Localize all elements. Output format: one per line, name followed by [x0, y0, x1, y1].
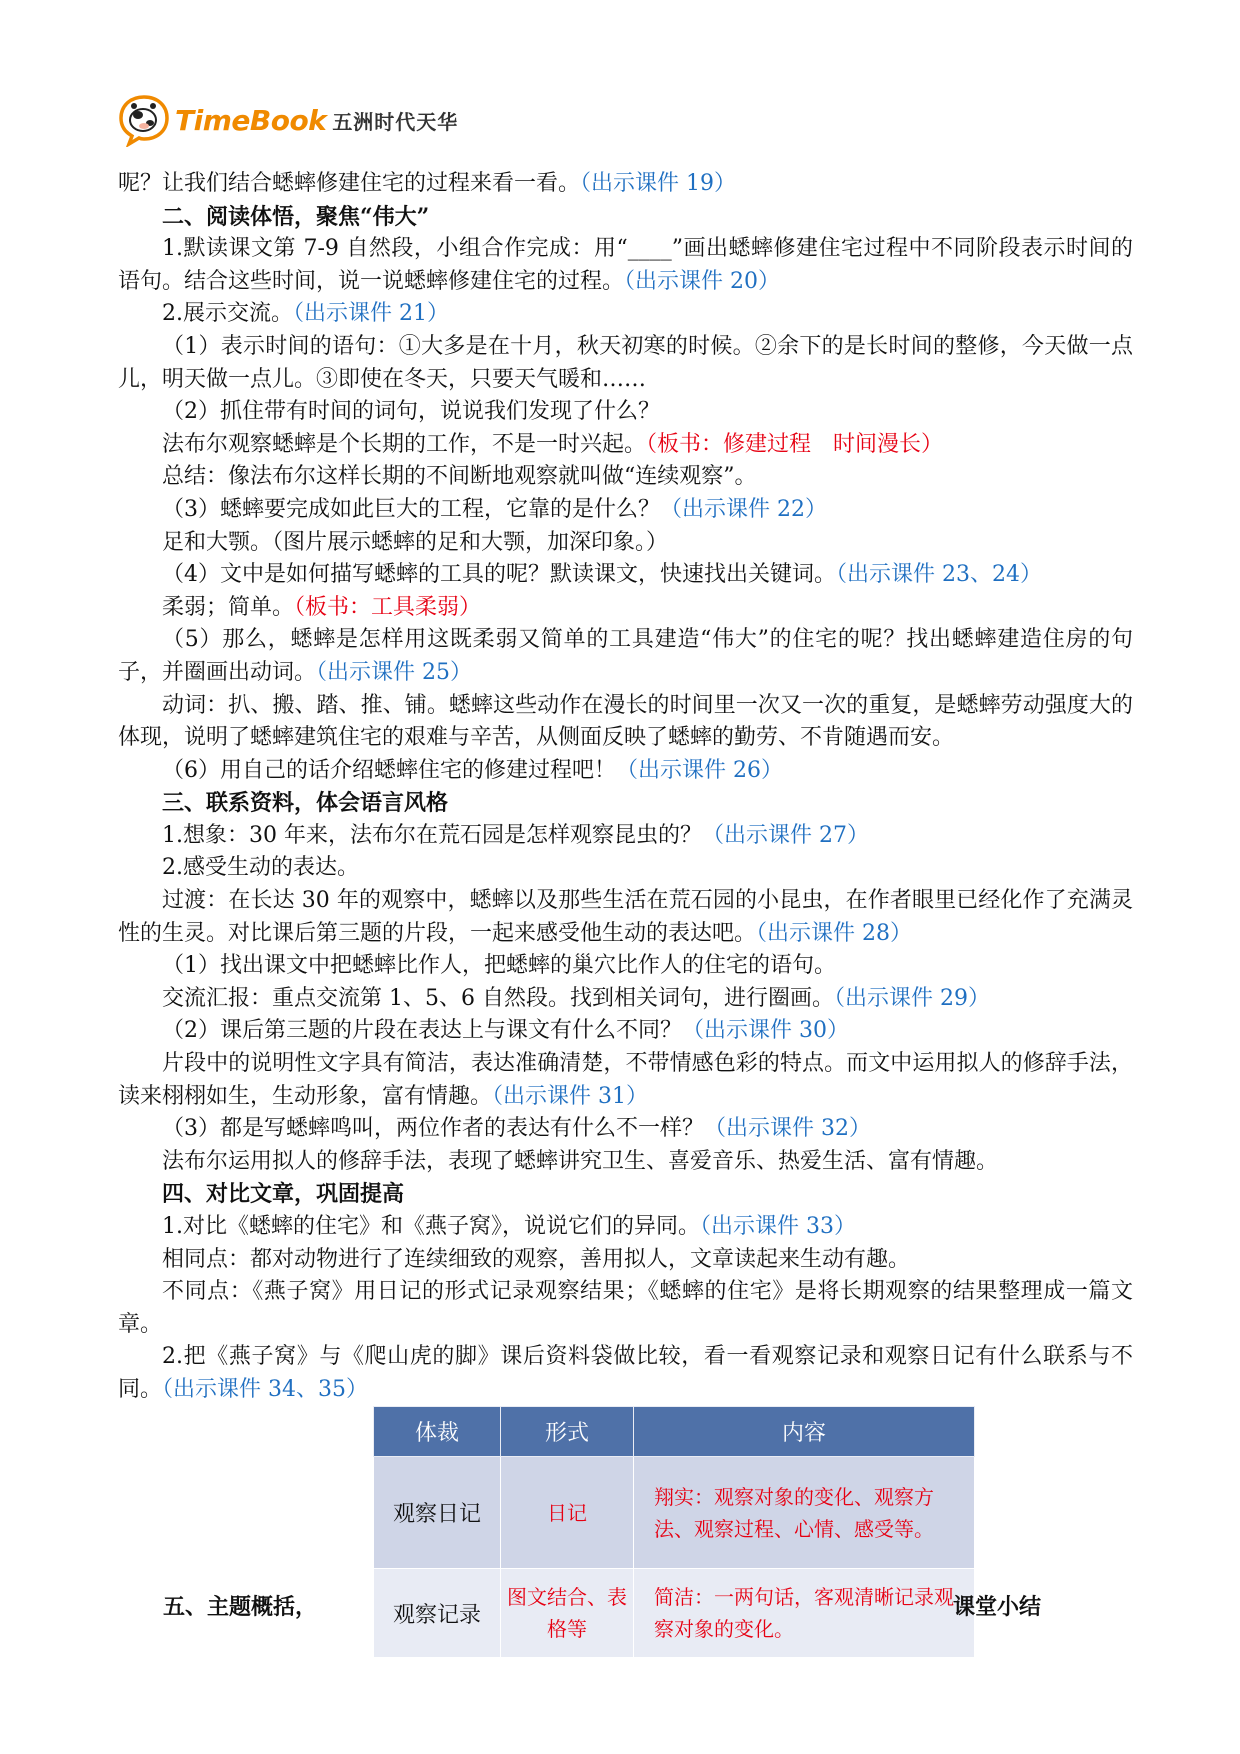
- paragraph: 2.把《燕子窝》与《爬山虎的脚》课后资料袋做比较，看一看观察记录和观察日记有什么联系与不同。（出示课件 34、35）: [118, 1344, 1133, 1402]
- courseware-ref: （出示课件 26）: [616, 757, 783, 783]
- paragraph: 足和大颚。（图片展示蟋蟀的足和大颚，加深印象。）: [162, 529, 669, 555]
- paragraph: 1.想象：30 年来，法布尔在荒石园是怎样观察昆虫的？（出示课件 27）: [162, 822, 869, 848]
- table-cell-genre: 观察记录: [374, 1569, 501, 1658]
- courseware-ref: （出示课件 28）: [756, 920, 913, 946]
- table-header-genre: 体裁: [374, 1407, 501, 1457]
- blackboard-note: （板书：工具柔弱）: [294, 594, 482, 620]
- timebook-logo: [117, 92, 458, 148]
- courseware-ref: （出示课件 21）: [293, 301, 449, 327]
- table-cell-form: 图文结合、表格等: [501, 1569, 634, 1658]
- table-cell-content: 简洁：一两句话，客观清晰记录观察对象的变化。: [634, 1569, 975, 1658]
- paragraph: 相同点：都对动物进行了连续细致的观察，善用拟人，文章读起来生动有趣。: [162, 1246, 911, 1272]
- paragraph: 片段中的说明性文字具有简洁，表达准确清楚，不带情感色彩的特点。而文中运用拟人的修辞手法，读来栩栩如生，生动形象，富有情趣。（出示课件 31）: [118, 1051, 1133, 1109]
- paragraph: 柔弱；简单。（板书：工具柔弱）: [162, 594, 482, 620]
- paragraph: 总结：像法布尔这样长期的不间断地观察就叫做“连续观察”。: [162, 464, 757, 490]
- paragraph: （3）都是写蟋蟀鸣叫，两位作者的表达有什么不一样？（出示课件 32）: [162, 1116, 871, 1142]
- paragraph: 交流汇报：重点交流第 1、5、6 自然段。找到相关词句，进行圈画。（出示课件 29）: [162, 985, 990, 1011]
- courseware-ref: （出示课件 32）: [704, 1116, 871, 1142]
- paragraph: 法布尔运用拟人的修辞手法，表现了蟋蟀讲究卫生、喜爱音乐、热爱生活、富有情趣。: [162, 1148, 999, 1174]
- lesson-plan-body: [118, 168, 1133, 1407]
- paragraph: 2.展示交流。（出示课件 21）: [162, 301, 449, 327]
- paragraph: 过渡：在长达 30 年的观察中，蟋蟀以及那些生活在荒石园的小昆虫，在作者眼里已经化作了充满灵性的生灵。对比课后第三题的片段，一起来感受他生动的表达吧。（出示课件 28）: [118, 888, 1133, 946]
- section-heading-4: 四、对比文章，巩固提高: [162, 1181, 405, 1208]
- table-row: [374, 1569, 975, 1658]
- logo-text-cn: 五洲时代天华: [332, 109, 459, 134]
- courseware-ref: （出示课件 25）: [316, 659, 473, 685]
- courseware-ref: （出示课件 33）: [700, 1214, 856, 1239]
- paragraph: 不同点：《燕子窝》用日记的形式记录观察结果；《蟋蟀的住宅》是将长期观察的结果整理成一篇文章。: [118, 1279, 1133, 1337]
- courseware-ref: （出示课件 34、35）: [162, 1376, 368, 1402]
- paragraph: 1.对比《蟋蟀的住宅》和《燕子窝》，说说它们的异同。（出示课件 33）: [162, 1214, 856, 1239]
- table-cell-content: 翔实：观察对象的变化、观察方法、观察过程、心情、感受等。: [634, 1457, 975, 1569]
- paragraph: （1）找出课文中把蟋蟀比作人，把蟋蟀的巢穴比作人的住宅的语句。: [162, 953, 836, 979]
- paragraph: （3）蟋蟀要完成如此巨大的工程，它靠的是什么？（出示课件 22）: [162, 496, 827, 522]
- section-heading-5-tail: 课堂小结: [953, 1594, 1042, 1620]
- table-header-content: 内容: [634, 1407, 975, 1457]
- courseware-ref: （出示课件 27）: [701, 822, 869, 848]
- paragraph: 1.默读课文第 7-9 自然段，小组合作完成：用“____”画出蟋蟀修建住宅过程中不同阶段表示时间的语句。结合这些时间，说一说蟋蟀修建住宅的过程。（出示课件 20）: [118, 236, 1133, 294]
- courseware-ref: （出示课件 22）: [660, 496, 827, 522]
- paragraph: （2）抓住带有时间的词句，说说我们发现了什么？: [162, 399, 660, 425]
- table-row: [374, 1457, 975, 1569]
- logo-text-en: TimeBook: [175, 103, 327, 137]
- paragraph: （5）那么，蟋蟀是怎样用这既柔弱又简单的工具建造“伟大”的住宅的呢？找出蟋蟀建造住房的句子，并圈画出动词。（出示课件 25）: [118, 627, 1133, 685]
- paragraph: 法布尔观察蟋蟀是个长期的工作，不是一时兴起。（板书：修建过程 时间漫长）: [162, 431, 944, 457]
- courseware-ref: （出示课件 29）: [833, 985, 990, 1011]
- courseware-ref: （出示课件 31）: [492, 1083, 649, 1109]
- paragraph: 动词：扒、搬、踏、推、铺。蟋蟀这些动作在漫长的时间里一次又一次的重复，是蟋蟀劳动强度大的体现，说明了蟋蟀建筑住宅的艰难与辛苦，从侧面反映了蟋蟀的勤劳、不肯随遇而安。: [118, 692, 1133, 751]
- cow-mascot-icon: [117, 93, 171, 147]
- comparison-table: [373, 1406, 975, 1658]
- courseware-ref: （出示课件 23、24）: [836, 562, 1042, 588]
- courseware-ref: （出示课件 30）: [682, 1018, 849, 1044]
- section-heading-3: 三、联系资料，体会语言风格: [162, 790, 449, 817]
- paragraph: 2.感受生动的表达。: [162, 855, 359, 881]
- blackboard-note: （板书：修建过程 时间漫长）: [646, 431, 944, 457]
- section-heading-2: 二、阅读体悟，聚焦“伟大”: [162, 203, 430, 230]
- table-cell-genre: 观察日记: [374, 1457, 501, 1569]
- paragraph: （1）表示时间的语句：①大多是在十月，秋天初寒的时候。②余下的是长时间的整修，今天做一点儿，明天做一点儿。③即使在冬天，只要天气暖和……: [118, 333, 1133, 392]
- section-heading-5: 五、主题概括，: [163, 1594, 318, 1620]
- paragraph: （4）文中是如何描写蟋蟀的工具的呢？默读课文，快速找出关键词。（出示课件 23、24）: [162, 562, 1042, 588]
- courseware-ref: （出示课件 20）: [624, 268, 781, 294]
- paragraph: 呢？让我们结合蟋蟀修建住宅的过程来看一看。（出示课件 19）: [118, 171, 737, 196]
- paragraph: （2）课后第三题的片段在表达上与课文有什么不同？（出示课件 30）: [162, 1018, 849, 1044]
- table-cell-form: 日记: [501, 1457, 634, 1569]
- paragraph: （6）用自己的话介绍蟋蟀住宅的修建过程吧！（出示课件 26）: [162, 757, 783, 783]
- courseware-ref: （出示课件 19）: [580, 171, 737, 196]
- table-header-form: 形式: [501, 1407, 634, 1457]
